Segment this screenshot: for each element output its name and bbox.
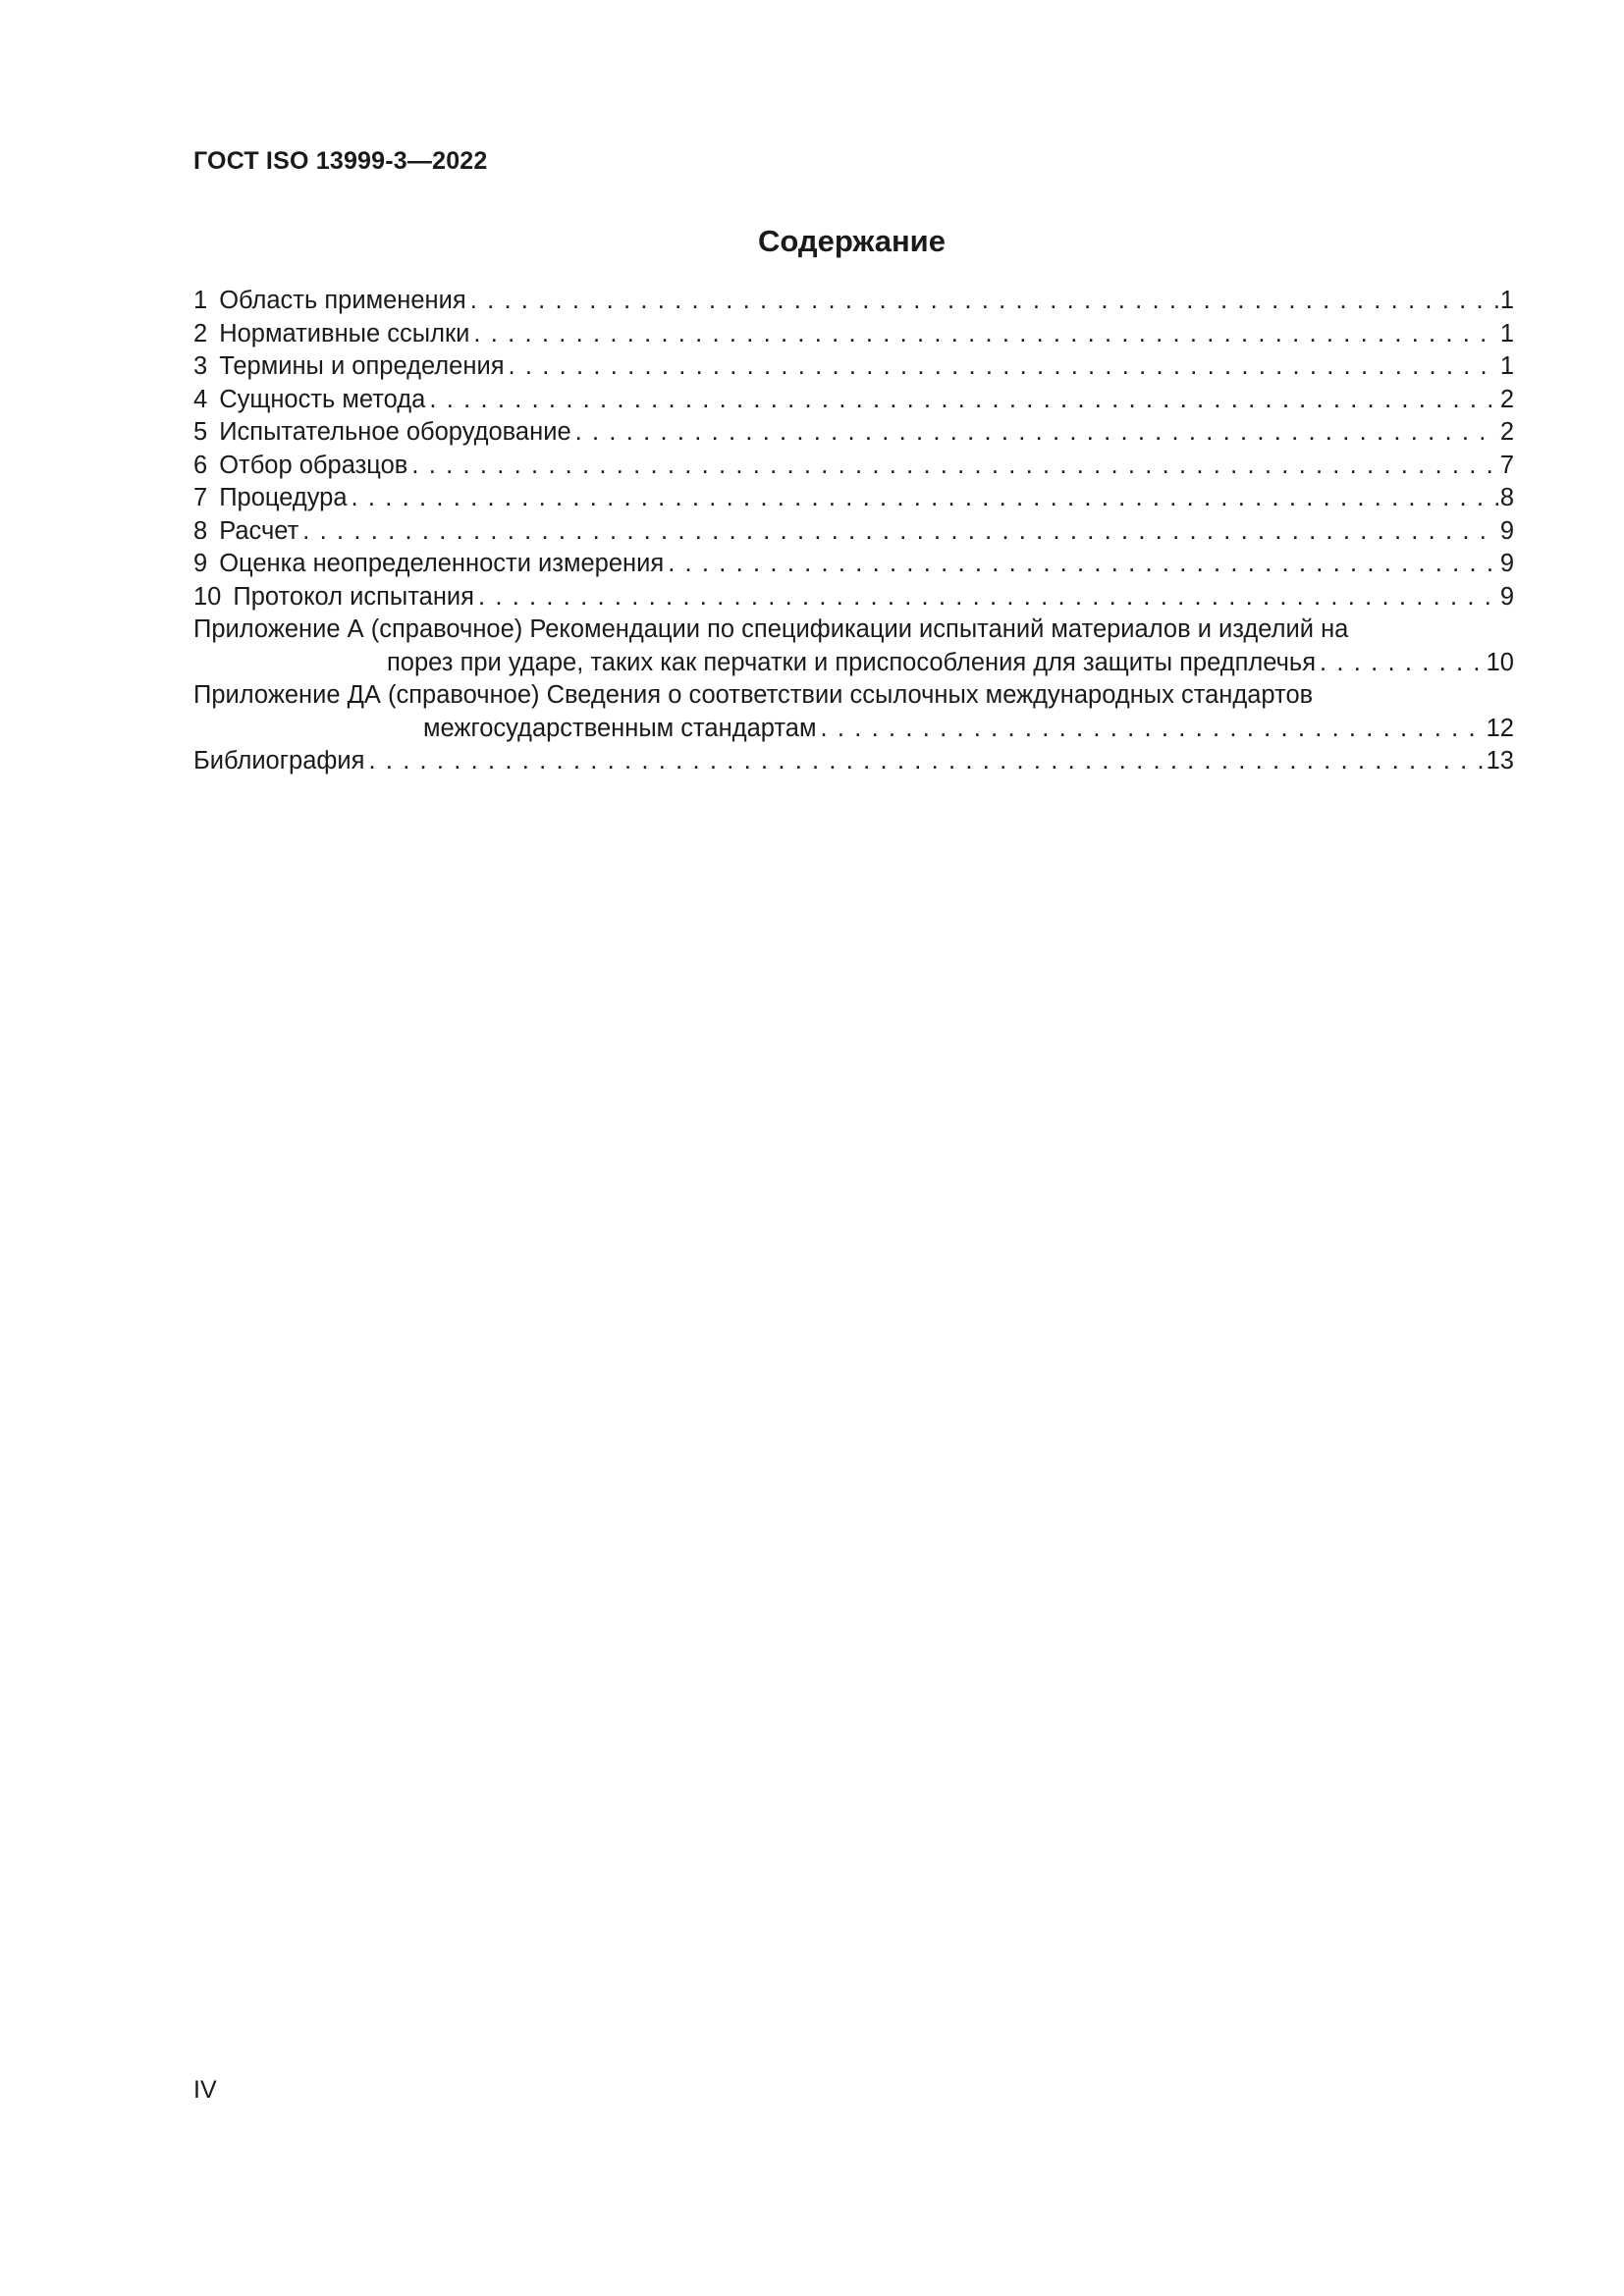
- toc-leader-dots: [473, 318, 1497, 351]
- toc-item-page: 13: [1486, 747, 1514, 774]
- toc-item-annex-a-continued[interactable]: [193, 647, 1514, 680]
- toc-leader-dots: [411, 450, 1497, 483]
- toc-leader-dots: [429, 384, 1497, 417]
- toc-leader-dots: [478, 581, 1498, 614]
- toc-item-principle[interactable]: [193, 384, 1514, 417]
- toc-item-annex-a[interactable]: [193, 614, 1514, 647]
- table-of-contents: [193, 285, 1514, 778]
- toc-item-number: 9: [193, 550, 208, 577]
- toc-item-label: Протокол испытания: [233, 582, 474, 611]
- toc-item-label: Приложение А (справочное) Рекомендации по спецификации испытаний материалов и изделий на: [193, 615, 1349, 643]
- toc-item-bibliography[interactable]: [193, 745, 1514, 778]
- toc-item-apparatus[interactable]: [193, 416, 1514, 450]
- toc-item-procedure[interactable]: [193, 482, 1514, 515]
- toc-leader-dots: [820, 713, 1484, 746]
- toc-item-uncertainty[interactable]: [193, 548, 1514, 581]
- toc-item-number: 6: [193, 451, 208, 479]
- page-number: IV: [193, 2076, 217, 2104]
- toc-leader-dots: [352, 482, 1498, 515]
- toc-item-page: 12: [1486, 714, 1514, 742]
- toc-item-page: 10: [1486, 648, 1514, 676]
- toc-item-label: Отбор образцов: [219, 451, 408, 479]
- toc-item-page: 8: [1499, 484, 1514, 511]
- toc-item-label: Испытательное оборудование: [219, 418, 571, 446]
- toc-item-annex-da-continued[interactable]: [193, 713, 1514, 746]
- toc-leader-dots: [1320, 647, 1485, 680]
- toc-item-number: 10: [193, 582, 222, 611]
- toc-item-terms-definitions[interactable]: [193, 350, 1514, 384]
- toc-item-label: Приложение ДА (справочное) Сведения о соответствии ссылочных международных стандартов: [193, 681, 1314, 709]
- toc-item-label: Библиография: [193, 747, 365, 774]
- toc-item-label: межгосударственным стандартам: [423, 714, 817, 742]
- toc-leader-dots: [368, 745, 1484, 778]
- toc-item-label: Сущность метода: [219, 385, 426, 413]
- toc-item-page: 9: [1499, 516, 1514, 545]
- toc-item-sampling[interactable]: [193, 450, 1514, 483]
- toc-item-page: 1: [1499, 319, 1514, 347]
- toc-leader-dots: [302, 515, 1498, 549]
- toc-item-page: 9: [1499, 582, 1514, 611]
- toc-item-number: 4: [193, 385, 208, 413]
- toc-item-number: 1: [193, 287, 208, 314]
- toc-item-annex-da[interactable]: [193, 679, 1514, 713]
- toc-item-label: Нормативные ссылки: [219, 319, 470, 347]
- toc-title: Содержание: [758, 224, 946, 258]
- toc-item-label: Оценка неопределенности измерения: [219, 550, 665, 577]
- toc-leader-dots: [509, 350, 1498, 384]
- document-id-header: ГОСТ ISO 13999-3—2022: [193, 147, 488, 175]
- toc-item-calculation[interactable]: [193, 515, 1514, 549]
- toc-item-page: 2: [1499, 418, 1514, 446]
- toc-item-label: Термины и определения: [219, 352, 505, 380]
- toc-item-page: 1: [1499, 352, 1514, 380]
- toc-item-number: 5: [193, 418, 208, 446]
- toc-item-normative-references[interactable]: [193, 318, 1514, 351]
- toc-item-number: 3: [193, 352, 208, 380]
- toc-item-number: 7: [193, 484, 208, 511]
- toc-item-label: Область применения: [219, 287, 466, 314]
- toc-item-page: 2: [1499, 385, 1514, 413]
- toc-item-scope[interactable]: [193, 285, 1514, 318]
- toc-item-page: 1: [1499, 287, 1514, 314]
- toc-item-label: Расчет: [219, 516, 299, 545]
- toc-item-number: 8: [193, 516, 208, 545]
- toc-item-label: порез при ударе, таких как перчатки и приспособления для защиты предплечья: [387, 648, 1317, 676]
- toc-leader-dots: [575, 416, 1498, 450]
- toc-item-page: 7: [1499, 451, 1514, 479]
- toc-item-test-report[interactable]: [193, 581, 1514, 614]
- toc-leader-dots: [668, 548, 1498, 581]
- toc-item-label: Процедура: [219, 484, 348, 511]
- toc-item-number: 2: [193, 319, 208, 347]
- toc-leader-dots: [470, 285, 1498, 318]
- toc-item-page: 9: [1499, 550, 1514, 577]
